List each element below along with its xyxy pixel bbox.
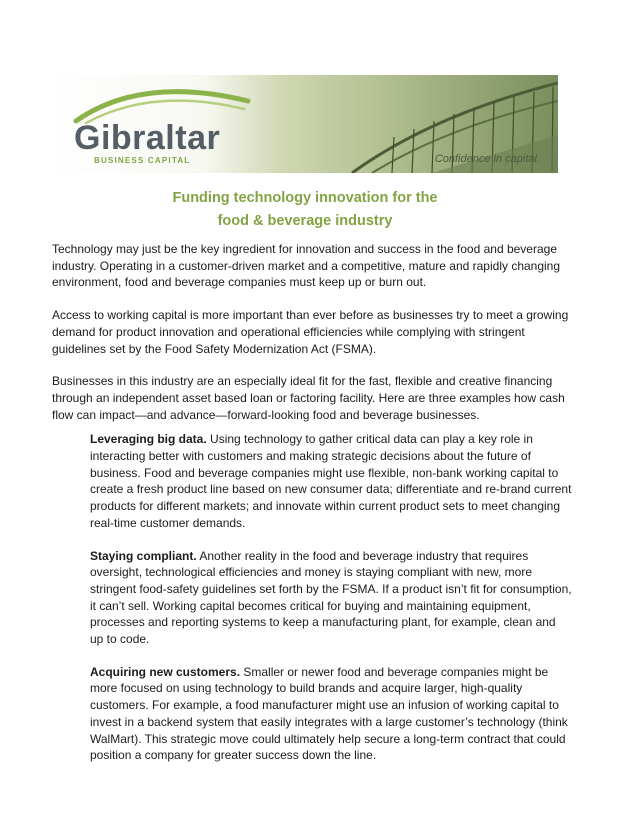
list-item-compliance xyxy=(90,548,572,648)
item-heading: Leveraging big data. xyxy=(90,432,207,447)
page-title xyxy=(52,187,558,233)
logo-subtitle: BUSINESS CAPITAL xyxy=(94,156,191,165)
banner-tagline: Confidence in capital. xyxy=(434,153,540,165)
header-banner xyxy=(52,75,558,173)
item-text: Using technology to gather critical data can play a key role in interacting better with customers and making strategic decisions about the future of business. Food and beverage companies might use flexible, non-bank working capital to create a fresh product line based on new consumer data; differentiate and re-brand current products for different markets; and innovate within current product sets to meet changing real-time customer demands. xyxy=(90,432,572,530)
logo-wordmark: Gibraltar xyxy=(74,119,221,157)
article-body xyxy=(52,241,572,780)
item-text: Smaller or newer food and beverage companies might be more focused on using technology to build brands and acquire larger, high-quality customers. For example, a food manufacturer might use an infusion of working capital to invest in a backend system that easily integrates with a large customer’s technology (think WalMart). This strategic move could ultimately help secure a long-term contract that could position a company for greater success down the line. xyxy=(90,664,568,763)
paragraph-access: Access to working capital is more important than ever before as businesses try to meet a growing demand for product innovation and operational efficiencies while complying with stringent guidelines set by the Food Safety Modernization Act (FSMA). xyxy=(52,308,569,356)
title-line-2: food & beverage industry xyxy=(217,213,393,229)
paragraph-intro: Technology may just be the key ingredient for innovation and success in the food and beverage industry. Operating in a customer-driven market and a competitive, mature and rapidly changing environment, food and beverage companies must keep up or burn out. xyxy=(52,242,561,290)
paragraph-fit: Businesses in this industry are an especially ideal fit for the fast, flexible and creative financing through an independent asset based loan or factoring facility. Here are three examples how cash flow can impact—and advance—forward-looking food and beverage businesses. xyxy=(52,374,565,422)
title-line-1: Funding technology innovation for the xyxy=(172,190,438,206)
item-text: Another reality in the food and beverage industry that requires oversight, technological efficiencies and money is staying compliant with new, more stringent food-safety guidelines set forth by the FSMA. If a product isn’t fit for consumption, it can’t sell. Working capital becomes critical for buying and maintaining equipment, processes and reporting systems to keep a manufacturing plant, for example, clean and up to code. xyxy=(90,548,572,647)
list-item-big-data xyxy=(90,431,572,531)
item-heading: Staying compliant. xyxy=(90,548,197,563)
item-heading: Acquiring new customers. xyxy=(90,664,241,679)
list-item-customers xyxy=(90,664,572,764)
